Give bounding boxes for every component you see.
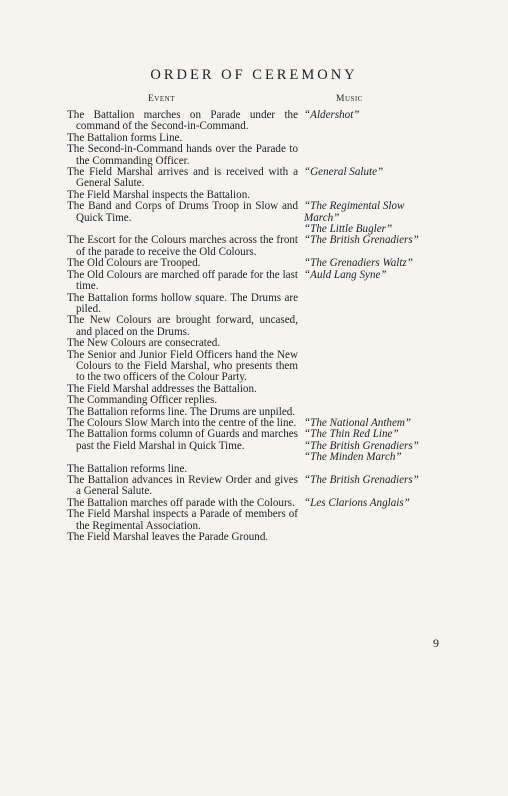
- music-cell: [304, 429, 442, 463]
- music-cell: [304, 110, 442, 133]
- music-title: “The Regimental Slow March”: [304, 200, 405, 224]
- event-text: The New Colours are consecrated.: [67, 337, 221, 350]
- table-row: [67, 350, 442, 384]
- music-cell: [304, 293, 442, 316]
- event-text: The Second-in-Command hands over the Parade to the Commanding Officer.: [67, 143, 298, 167]
- music-cell: [304, 201, 442, 235]
- music-cell: [304, 384, 442, 395]
- table-row: [67, 475, 442, 498]
- event-text: The Battalion forms hollow square. The Drums are piled.: [67, 291, 298, 315]
- table-row: [67, 201, 442, 235]
- music-title: “General Salute”: [304, 166, 384, 179]
- event-text: The Senior and Junior Field Officers hand the New Colours to the Field Marshal, who presents them to the two officers of the Colour Party.: [67, 348, 298, 384]
- music-cell: [304, 395, 442, 406]
- event-text: The Old Colours are marched off parade for the last time.: [67, 268, 298, 293]
- table-row: [67, 293, 442, 316]
- music-title: “Les Clarions Anglais”: [304, 496, 410, 509]
- event-text: The Commanding Officer replies.: [67, 394, 218, 407]
- music-title: “The British Grenadiers”: [304, 234, 419, 247]
- column-header-music: Music: [336, 94, 363, 104]
- music-title: “The British Grenadiers”: [304, 474, 419, 486]
- column-header-event: Event: [148, 94, 175, 104]
- table-row: [67, 315, 442, 338]
- music-title: “The National Anthem”: [304, 416, 412, 429]
- music-cell: [304, 509, 442, 532]
- event-text: The Escort for the Colours marches across the front of the parade to receive the Old Colours.: [67, 234, 298, 258]
- music-cell: [304, 350, 442, 384]
- music-cell: [304, 235, 442, 258]
- table-row: [67, 235, 442, 258]
- music-title: “The Little Bugler”: [304, 223, 393, 236]
- event-text: The Battalion advances in Review Order and gives a General Salute.: [67, 474, 298, 498]
- event-text: The Band and Corps of Drums Troop in Slow and Quick Time.: [67, 200, 298, 224]
- event-text: The Battalion marches off parade with the Colours.: [67, 496, 295, 509]
- table-row: [67, 532, 442, 543]
- event-text: The Old Colours are Trooped.: [67, 257, 201, 270]
- event-text: The Battalion forms column of Guards and marches past the Field Marshal in Quick Time.: [67, 428, 298, 452]
- event-text: The New Colours are brought forward, uncased, and placed on the Drums.: [67, 314, 298, 338]
- table-row: [67, 167, 442, 190]
- event-text: The Battalion forms Line.: [67, 131, 183, 144]
- event-text: The Field Marshal leaves the Parade Ground.: [67, 531, 269, 544]
- table-row: [67, 509, 442, 532]
- table-row: [67, 144, 442, 167]
- music-title: “The British Grenadiers”: [304, 439, 419, 452]
- music-cell: [304, 498, 442, 509]
- event-text: The Colours Slow March into the centre of the line.: [67, 416, 297, 429]
- event-text: The Field Marshal inspects a Parade of members of the Regimental Association.: [67, 508, 298, 532]
- music-title: “Aldershot”: [304, 109, 360, 121]
- music-title: “The Thin Red Line”: [304, 428, 399, 441]
- music-title: “Auld Lang Syne”: [304, 268, 387, 281]
- table-row: [67, 429, 442, 463]
- music-cell: [304, 270, 442, 293]
- page-title: ORDER OF CEREMONY: [150, 67, 358, 83]
- table-row: [67, 258, 442, 269]
- table-row: [67, 338, 442, 349]
- ceremony-table: [67, 110, 442, 543]
- event-text: The Field Marshal inspects the Battalion.: [67, 188, 251, 201]
- music-cell: [304, 167, 442, 190]
- table-row: [67, 395, 442, 406]
- music-cell: [304, 258, 442, 269]
- music-cell: [304, 133, 442, 144]
- music-cell: [304, 338, 442, 349]
- event-text: The Battalion marches on Parade under the command of the Second-in-Command.: [67, 109, 298, 133]
- music-title: “The Minden March”: [304, 451, 402, 464]
- table-row: [67, 270, 442, 293]
- music-cell: [304, 315, 442, 338]
- music-title: “The Grenadiers Waltz”: [304, 257, 413, 270]
- event-text: The Field Marshal addresses the Battalion.: [67, 382, 257, 395]
- music-cell: [304, 532, 442, 543]
- event-text: The Battalion reforms line. The Drums are unpiled.: [67, 405, 296, 418]
- music-cell: [304, 475, 442, 498]
- event-text: The Field Marshal arrives and is received with a General Salute.: [67, 166, 298, 190]
- event-text: The Battalion reforms line.: [67, 462, 188, 475]
- page-number: 9: [433, 636, 439, 650]
- table-row: [67, 110, 442, 133]
- music-cell: [304, 144, 442, 167]
